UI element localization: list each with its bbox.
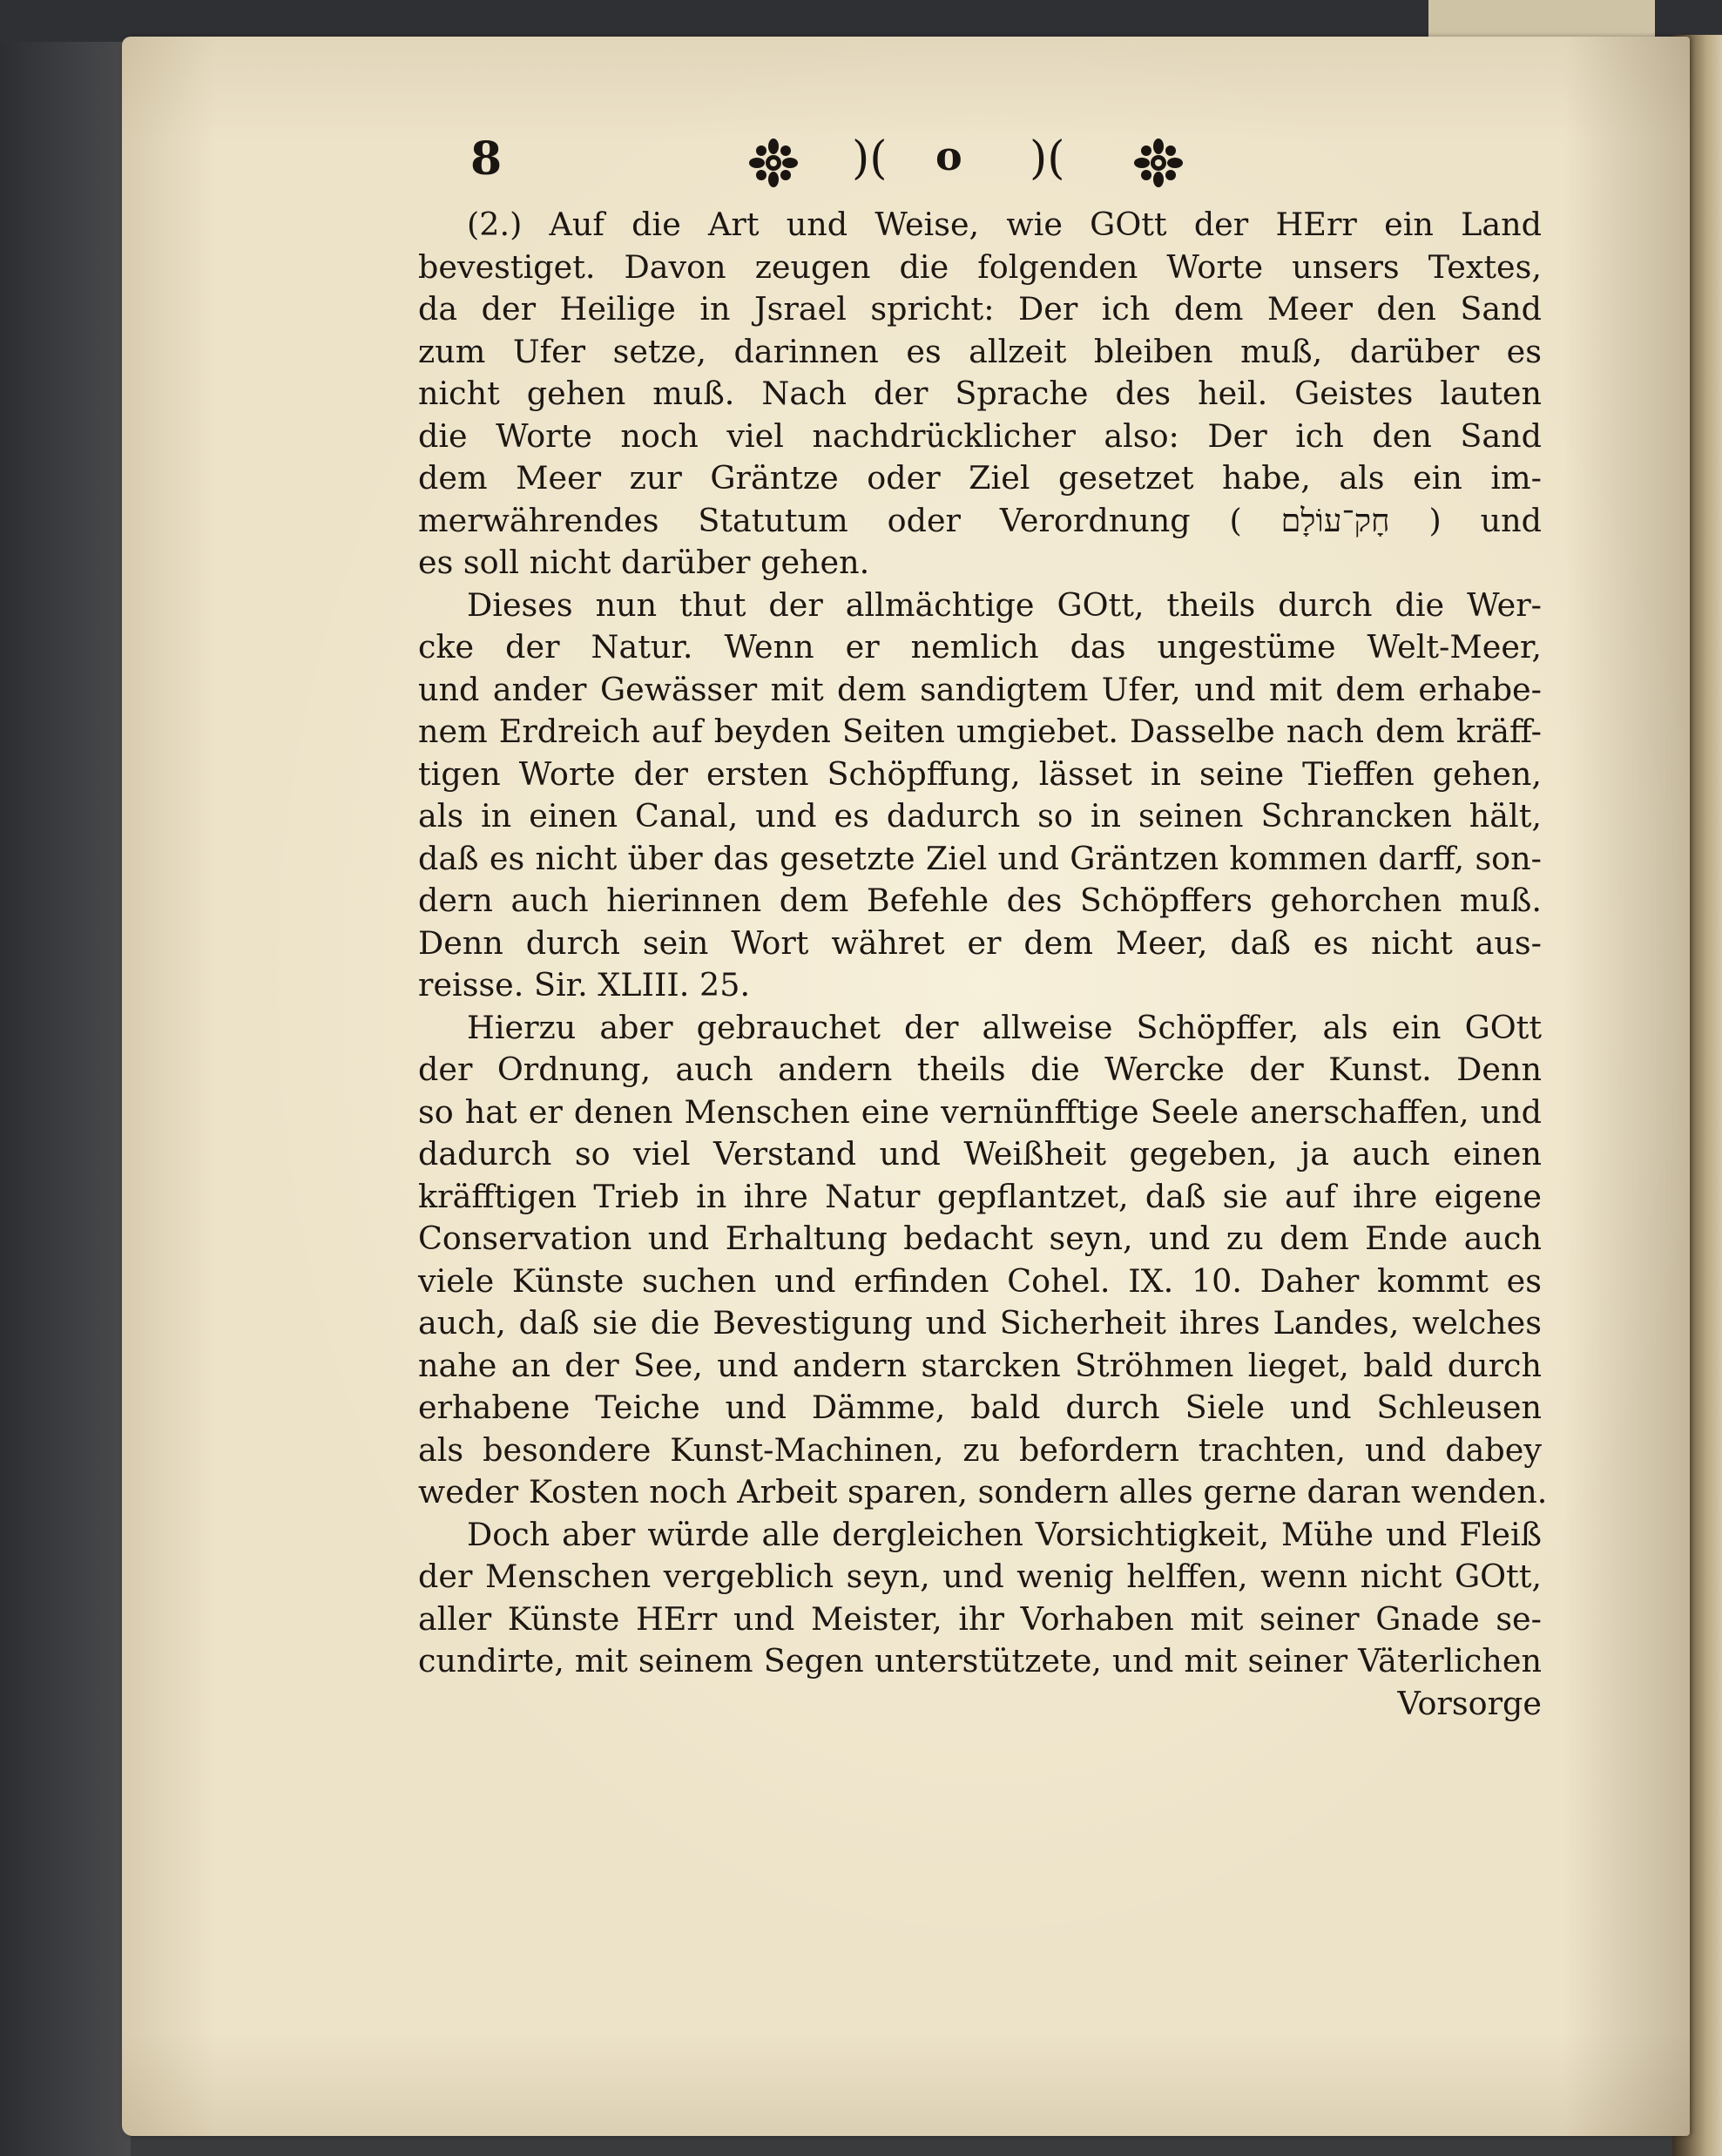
floral-rosette-icon [747, 132, 800, 193]
text-line: auch, daß sie die Bevestigung und Sicherheit ihres Landes, welches [418, 1304, 1542, 1342]
text-line: (2.) Auf die Art und Weise, wie GOtt der HErr ein Land [467, 206, 1542, 243]
text-line: weder Kosten noch Arbeit sparen, sondern alles gerne daran wenden. [418, 1473, 1548, 1511]
text-line: kräfftigen Trieb in ihre Natur gepflantzet, daß sie auf ihre eigene [418, 1177, 1542, 1215]
paragraph-1 [418, 204, 1542, 585]
catchword: Vorsorge [1397, 1684, 1542, 1722]
paragraph-4 [418, 1514, 1542, 1683]
text-line: tigen Worte der ersten Schöpffung, lässet in seine Tieffen gehen, [418, 754, 1542, 793]
text-line: Dieses nun thut der allmächtige GOtt, theils durch die Wer- [467, 585, 1542, 624]
text-line: Hierzu aber gebrauchet der allweise Schöpffer, als ein GOtt [467, 1008, 1542, 1046]
paragraph-2 [418, 585, 1542, 1007]
paragraph-3 [418, 1007, 1548, 1514]
text-line: cke der Natur. Wenn er nemlich das ungestüme Welt-Meer, [418, 628, 1542, 666]
text-line: nicht gehen muß. Nach der Sprache des heil. Geistes lauten [418, 375, 1542, 412]
text-line: dern auch hierinnen dem Befehle des Schöpffers gehorchen muß. [418, 882, 1542, 919]
text-line: reisse. Sir. XLIII. 25. [418, 966, 751, 1004]
text-line: der Menschen vergeblich seyn, und wenig helffen, wenn nicht GOtt, [418, 1558, 1542, 1595]
text-line: aller Künste HErr und Meister, ihr Vorhaben mit seiner Gnade se- [418, 1599, 1542, 1638]
text-line: nem Erdreich auf beyden Seiten umgiebet. Dasselbe nach dem kräff- [418, 713, 1542, 750]
running-head [470, 132, 1533, 202]
text-line: als besondere Kunst-Machinen, zu befordern trachten, und dabey [418, 1430, 1542, 1469]
text-line: und ander Gewässer mit dem sandigtem Ufer, und mit dem erhabe- [418, 670, 1542, 708]
text-line: viele Künste suchen und erfinden Cohel. IX. 10. Daher kommt es [418, 1261, 1542, 1300]
text-line: bevestiget. Davon zeugen die folgenden Worte unsers Textes, [418, 247, 1542, 286]
page-number: 8 [470, 132, 503, 186]
text-line: dem Meer zur Gräntze oder Ziel gesetzet habe, als ein im- [418, 459, 1542, 497]
text-line: daß es nicht über das gesetzte Ziel und Gräntzen kommen darff, son- [418, 839, 1542, 877]
text-line: so hat er denen Menschen eine vernünfftige Seele anerschaffen, und [418, 1092, 1542, 1131]
text-line: cundirte, mit seinem Segen unterstützete, und mit seiner Väterlichen [418, 1642, 1542, 1680]
text-line: erhabene Teiche und Dämme, bald durch Siele und Schleusen [418, 1389, 1542, 1426]
scan-backdrop-left [0, 0, 131, 2156]
floral-rosette-icon [1132, 132, 1185, 193]
ornament-center: o [935, 132, 962, 179]
text-line: es soll nicht darüber gehen. [418, 544, 870, 581]
text-line: Conservation und Erhaltung bedacht seyn, und zu dem Ende auch [418, 1220, 1542, 1257]
text-line: dadurch so viel Verstand und Weißheit gegeben, ja auch einen [418, 1135, 1542, 1173]
text-line: als in einen Canal, und es dadurch so in seinen Schrancken hält, [418, 797, 1542, 835]
ornament-bracket-left: )( [852, 132, 888, 185]
body-text [418, 204, 1548, 1725]
text-line: da der Heilige in Jsrael spricht: Der ich dem Meer den Sand [418, 290, 1542, 328]
text-line: nahe an der See, und andern starcken Ströhmen lieget, bald durch [418, 1346, 1542, 1384]
text-line: die Worte noch viel nachdrücklicher also: Der ich den Sand [418, 416, 1542, 455]
text-line: der Ordnung, auch andern theils die Wercke der Kunst. Denn [418, 1051, 1542, 1088]
text-line: merwährendes Statutum oder Verordnung ( חָק־עוֹלָם ) und [418, 501, 1542, 539]
ornament-bracket-right: )( [1030, 132, 1065, 185]
text-line: zum Ufer setze, darinnen es allzeit bleiben muß, darüber es [418, 332, 1542, 370]
text-line: Doch aber würde alle dergleichen Vorsichtigkeit, Mühe und Fleiß [467, 1515, 1542, 1553]
text-line: Denn durch sein Wort währet er dem Meer, daß es nicht aus- [418, 923, 1542, 962]
